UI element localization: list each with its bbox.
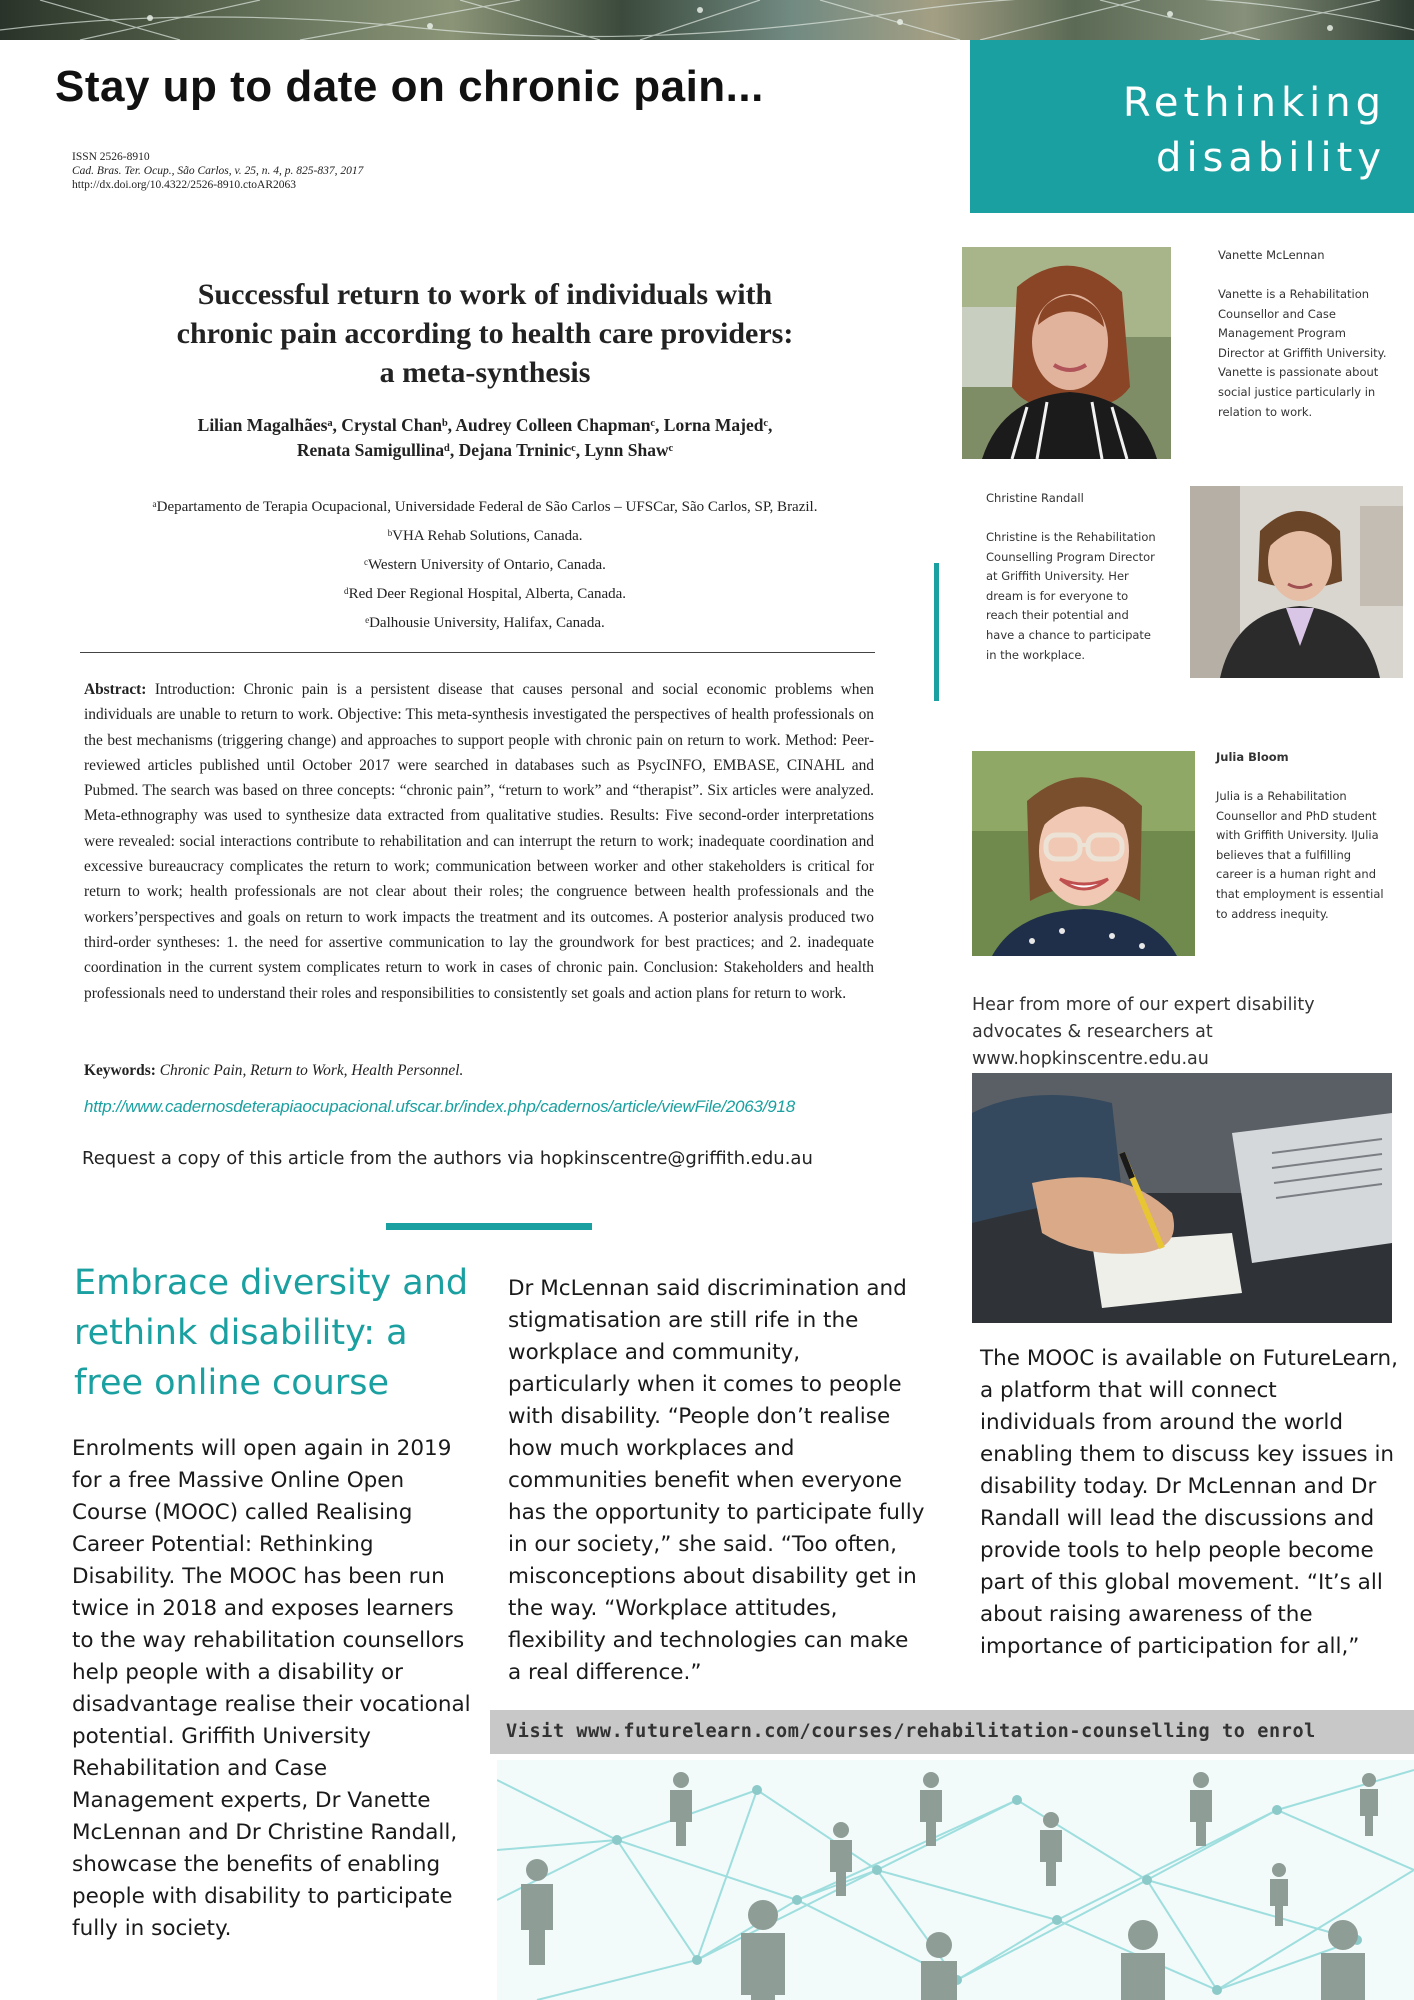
abstract-label: Abstract: (84, 681, 147, 698)
network-people-illustration (497, 1760, 1414, 2000)
bio-line: Vanette is a Rehabilitation (1218, 287, 1370, 301)
citation: Cad. Bras. Ter. Ocup., São Carlos, v. 25, n. 4, p. 825-837, 2017 (72, 165, 364, 177)
bio-line: that employment is essential (1216, 886, 1384, 901)
course-column-2: Dr McLennan said discrimination and stigmatisation are still rife in the workplace and community, particularly when it comes to people with disability. “People don’t realise how much workplaces and communities benefit when everyone has the opportunity to participate fully in our society,” she said. “Too often, misconceptions about disability get in the way. “Workplace attitudes, flexibility and technologies can make a real difference.” (508, 1276, 925, 1685)
divider-line (80, 652, 875, 653)
bio-line: reach their potential and (986, 608, 1129, 623)
article-title-line: Successful return to work of individuals with (197, 278, 773, 311)
affiliation: ᵃDepartamento de Terapia Ocupacional, Universidade Federal de São Carlos – UFSCar, São Carlos, SP, Brazil. (152, 499, 818, 515)
issn: ISSN 2526-8910 (72, 151, 150, 163)
julia-photo (972, 751, 1195, 956)
affiliation: ᵇVHA Rehab Solutions, Canada. (387, 528, 583, 544)
badge-line-1: Rethinking (1122, 80, 1386, 126)
affiliation: ᵈRed Deer Regional Hospital, Alberta, Canada. (343, 586, 627, 602)
vanette-photo (962, 247, 1171, 459)
writing-hand-photo (972, 1073, 1392, 1323)
authors-line: Renata Samigullinaᵈ, Dejana Trninicᶜ, Lynn Shawᶜ (296, 440, 674, 460)
accent-bar (934, 563, 939, 701)
bio-line: Vanette is passionate about (1218, 365, 1379, 380)
bio-line: dream is for everyone to (986, 588, 1129, 603)
bio-line: Christine is the Rehabilitation (986, 530, 1156, 544)
bio-line: Counsellor and PhD student (1216, 808, 1377, 823)
article-affiliations (70, 493, 900, 638)
bio-line: at Griffith University. Her (986, 569, 1129, 584)
hear-more-text: Hear from more of our expert disability advocates & researchers at www.hopkinscentre.edu.au (972, 995, 1315, 1069)
visit-banner[interactable] (490, 1710, 1414, 1754)
visit-link-text[interactable]: Visit www.futurelearn.com/courses/rehabilitation-counselling to enrol (506, 1721, 1316, 1742)
profile-name: Christine Randall (986, 491, 1084, 505)
bio-line: Julia is a Rehabilitation (1216, 789, 1347, 803)
rethinking-disability-badge (970, 40, 1414, 213)
affiliation: ᶜWestern University of Ontario, Canada. (364, 557, 606, 573)
request-copy-note: Request a copy of this article from the authors via hopkinscentre@griffith.edu.au (82, 1148, 813, 1169)
course-column-1: Enrolments will open again in 2019 for a free Massive Online Open Course (MOOC) called Realising Career Potential: Rethinking Disability. The MOOC has been run twice in 2018 and exposes learners to the way rehabilitation counsellors help people with a disability or disadvantage realise their vocational potential. Griffith University Rehabilitation and Case Management experts, Dr Vanette McLennan and Dr Christine Randall, showcase the benefits of enabling people with disability to participate fully in society. (72, 1436, 471, 1941)
profile-name: Julia Bloom (1216, 750, 1289, 764)
bio-line: Counsellor and Case (1218, 306, 1336, 321)
article-abstract (84, 677, 874, 1006)
bio-line: social justice particularly in (1218, 384, 1376, 399)
profile-bio (1218, 285, 1387, 422)
keywords-label: Keywords: (84, 1062, 156, 1079)
authors-line: Lilian Magalhãesᵃ, Crystal Chanᵇ, Audrey Colleen Chapmanᶜ, Lorna Majedᶜ, (197, 415, 773, 435)
journal-citation (72, 150, 363, 192)
bio-line: Management Program (1218, 326, 1346, 341)
bio-line: in the workplace. (986, 647, 1086, 662)
bio-line: believes that a fulfilling (1216, 847, 1352, 862)
affiliation: ᵉDalhousie University, Halifax, Canada. (365, 615, 605, 631)
bio-line: relation to work. (1218, 404, 1313, 419)
bio-line: career is a human right and (1216, 867, 1377, 882)
bio-line: have a chance to participate (986, 627, 1152, 642)
bio-line: to address inequity. (1216, 906, 1329, 921)
doi: http://dx.doi.org/10.4322/2526-8910.ctoAR2063 (72, 179, 297, 191)
bio-line: Counselling Program Director (986, 549, 1155, 564)
article-title-line: chronic pain according to health care providers: (176, 317, 794, 350)
profile-bio (1216, 787, 1384, 924)
bio-line: Director at Griffith University. (1218, 345, 1387, 360)
bio-line: with Griffith University. IJulia (1216, 828, 1379, 843)
course-heading: Embrace diversity and rethink disability: a free online course (74, 1263, 469, 1403)
article-title (70, 275, 900, 392)
christine-photo (1190, 486, 1403, 678)
header-banner-image (0, 0, 1414, 40)
section-divider (386, 1223, 592, 1230)
article-title-line: a meta-synthesis (379, 356, 591, 389)
course-column-3: The MOOC is available on FutureLearn, a platform that will connect individuals from around the world enabling them to discuss key issues in disability today. Dr McLennan and Dr Randall will lead the discussions and provide tools to help people become part of this global movement. “It’s all about raising awareness of the importance of participation for all,” (980, 1346, 1398, 1659)
article-keywords (84, 1062, 463, 1080)
page-title: Stay up to date on chronic pain... (55, 62, 764, 111)
badge-line-2: disability (1156, 135, 1386, 181)
profile-bio (986, 528, 1156, 665)
article-url-link[interactable]: http://www.cadernosdeterapiaocupacional.ufscar.br/index.php/cadernos/article/viewFile/2063/918 (84, 1097, 796, 1116)
article-authors (70, 413, 900, 463)
abstract-text: Introduction: Chronic pain is a persistent disease that causes personal and social economic problems when individuals are unable to return to work. Objective: This meta-synthesis investigated the perspectives of health professionals on the best mechanisms (triggering change) and approaches to support people with chronic pain on return to work. Method: Peer-reviewed articles published until October 2017 were searched in databases such as PsycINFO, EMBASE, CINAHL and Pubmed. The search was based on three concepts: “chronic pain”, “return to work” and “therapist”. Six articles were analyzed. Meta-ethnography was used to synthesize data extracted from qualitative studies. Results: Five second-order interpretations were revealed: social interactions contribute to rehabilitation and can interrupt the return to work; inadequate coordination and excessive bureaucracy complicates the return to work; communication between worker and other stakeholders is critical for return to work; health professionals are not clear about their roles; the congruence between health professionals and the workers’perspectives and goals on return to work impacts the treatment and its outcomes. A posterior analysis produced two third-order syntheses: 1. the need for assertive communication to lay the groundwork for best practices; and 2. inadequate coordination in the current system complicates return to work in cases of chronic pain. Conclusion: Stakeholders and health professionals need to understand their roles and responsibilities to consistently set goals and action plans for return to work. (84, 681, 874, 1002)
keywords-text: Chronic Pain, Return to Work, Health Personnel. (159, 1062, 464, 1079)
profile-name: Vanette McLennan (1218, 248, 1325, 262)
